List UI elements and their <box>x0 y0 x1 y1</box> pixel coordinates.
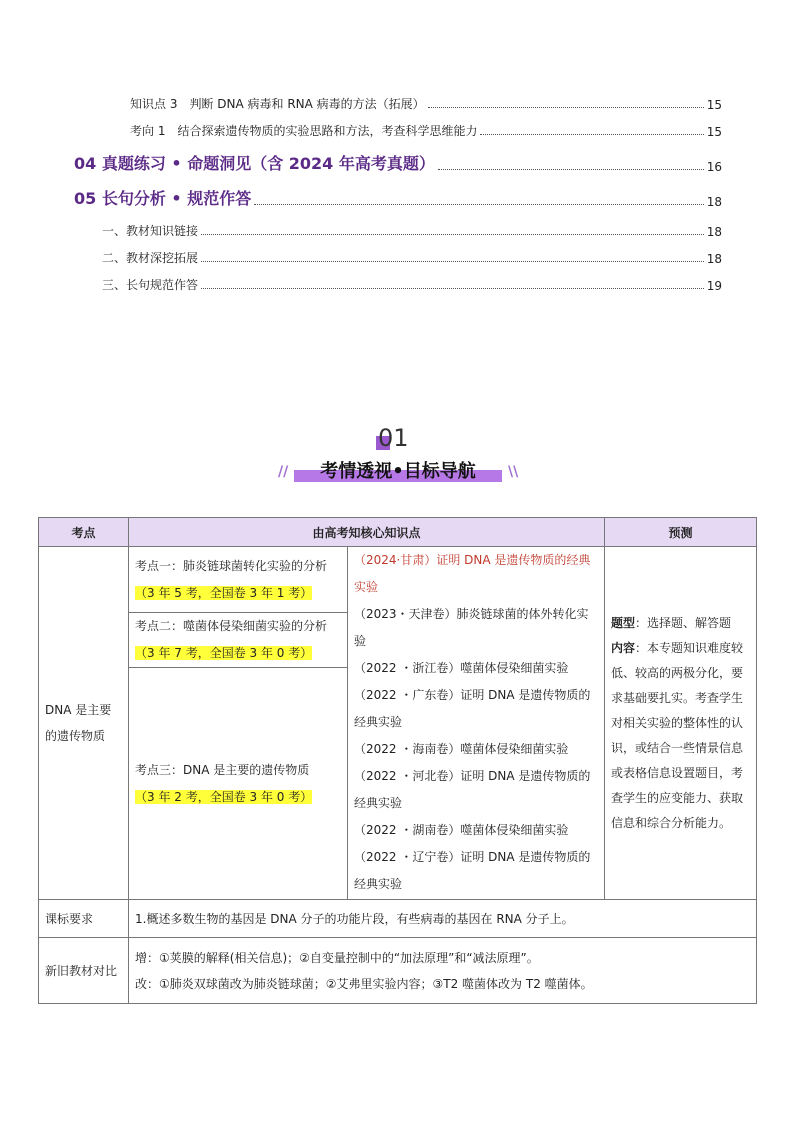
toc-page: 18 <box>706 195 722 209</box>
table-header-row <box>39 518 757 547</box>
standard-text: 1.概述多数生物的基因是 DNA 分子的功能片段，有些病毒的基因在 RNA 分子上。 <box>129 900 757 938</box>
predict-content-text: ：本专题知识难度较低、较高的两极分化，要求基础要扎实。考查学生对相关实验的整体性的认识，或结合一些情景信息或表格信息设置题目，考查学生的应变能力、获取信息和综合分析能力。 <box>611 640 744 830</box>
header-predict: 预测 <box>605 518 757 547</box>
toc-entry-4[interactable] <box>74 186 722 209</box>
point-text: 考点二：噬菌体侵染细菌实验的分析 <box>135 619 328 633</box>
toc-leader <box>480 134 703 135</box>
toc-entry-3[interactable] <box>74 151 722 174</box>
compare-cell <box>129 938 757 1004</box>
point-cell-1 <box>129 547 348 613</box>
point-text: 考点三：DNA 是主要的遗传物质 <box>135 762 310 777</box>
toc-leader <box>254 204 704 205</box>
exam-item: （2022 ・浙江卷）噬菌体侵染细菌实验 <box>354 661 569 675</box>
exam-item: （2022 ・辽宁卷）证明 DNA 是遗传物质的经典实验 <box>354 850 591 891</box>
toc-label: 一、教材知识链接 <box>102 224 199 238</box>
toc-leader <box>201 234 704 235</box>
toc-leader <box>201 288 704 289</box>
point-text: 考点一：肺炎链球菌转化实验的分析 <box>135 558 328 573</box>
exam-list-cell <box>348 547 605 900</box>
predict-content-label: 内容 <box>611 640 636 655</box>
exam-overview-table <box>38 517 757 1004</box>
exam-item: （2022 ・河北卷）证明 DNA 是遗传物质的经典实验 <box>354 769 591 810</box>
toc-label: 二、教材深挖拓展 <box>102 251 199 265</box>
compare-label: 新旧教材对比 <box>39 938 129 1004</box>
toc-label: 考向 1 结合探索遗传物质的实验思路和方法，考查科学思维能力 <box>130 124 478 138</box>
toc-label: 04 真题练习 • 命题洞见（含 2024 年高考真题） <box>74 154 435 173</box>
toc-leader <box>438 169 704 170</box>
compare-change: 改：①肺炎双球菌改为肺炎链球菌；②艾弗里实验内容；③T2 噬菌体改为 T2 噬菌体。 <box>135 976 593 991</box>
section-number: 01 <box>378 424 409 452</box>
toc-entry-5[interactable] <box>102 222 722 239</box>
point-stat: （3 年 5 考，全国卷 3 年 1 考） <box>135 585 313 600</box>
point-cell-2 <box>129 613 348 668</box>
standard-label: 课标要求 <box>39 900 129 938</box>
slash-decoration-left: // <box>278 464 289 480</box>
exam-item: （2022 ・海南卷）噬菌体侵染细菌实验 <box>354 742 569 756</box>
toc-leader <box>428 107 704 108</box>
header-core-points: 由高考知核心知识点 <box>129 518 605 547</box>
toc-page: 16 <box>706 160 722 174</box>
compare-add: 增：①荚膜的解释(相关信息)；②自变量控制中的“加法原理”和“减法原理”。 <box>135 950 539 965</box>
section-title: 考情透视•目标导航 <box>320 461 476 482</box>
exam-item: （2022 ・广东卷）证明 DNA 是遗传物质的经典实验 <box>354 688 591 729</box>
point-stat: （3 年 7 考，全国卷 3 年 0 考） <box>135 646 313 660</box>
predict-type-text: ：选择题、解答题 <box>635 615 732 630</box>
slash-decoration-right: \\ <box>508 464 519 480</box>
exam-item: （2022 ・湖南卷）噬菌体侵染细菌实验 <box>354 823 569 837</box>
toc-leader <box>201 261 704 262</box>
toc-label: 05 长句分析 • 规范作答 <box>74 189 252 208</box>
point-stat: （3 年 2 考，全国卷 3 年 0 考） <box>135 789 313 804</box>
toc-entry-6[interactable] <box>102 249 722 266</box>
toc-label: 三、长句规范作答 <box>102 278 199 292</box>
predict-cell <box>605 547 757 900</box>
predict-type-label: 题型 <box>611 615 636 630</box>
toc-page: 15 <box>706 98 722 112</box>
exam-item: （2023・天津卷）肺炎链球菌的体外转化实验 <box>354 607 589 648</box>
toc-entry-1[interactable] <box>130 95 722 112</box>
toc-page: 18 <box>706 252 722 266</box>
toc-entry-7[interactable] <box>102 276 722 293</box>
header-topic: 考点 <box>39 518 129 547</box>
point-cell-3 <box>129 668 348 900</box>
toc-page: 18 <box>706 225 722 239</box>
toc-entry-2[interactable] <box>130 122 722 139</box>
topic-cell: DNA 是主要的遗传物质 <box>39 547 129 900</box>
toc-page: 19 <box>706 279 722 293</box>
exam-item: （2024·甘肃）证明 DNA 是遗传物质的经典实验 <box>354 553 591 594</box>
toc-label: 知识点 3 判断 DNA 病毒和 RNA 病毒的方法（拓展） <box>130 97 425 111</box>
toc-page: 15 <box>706 125 722 139</box>
